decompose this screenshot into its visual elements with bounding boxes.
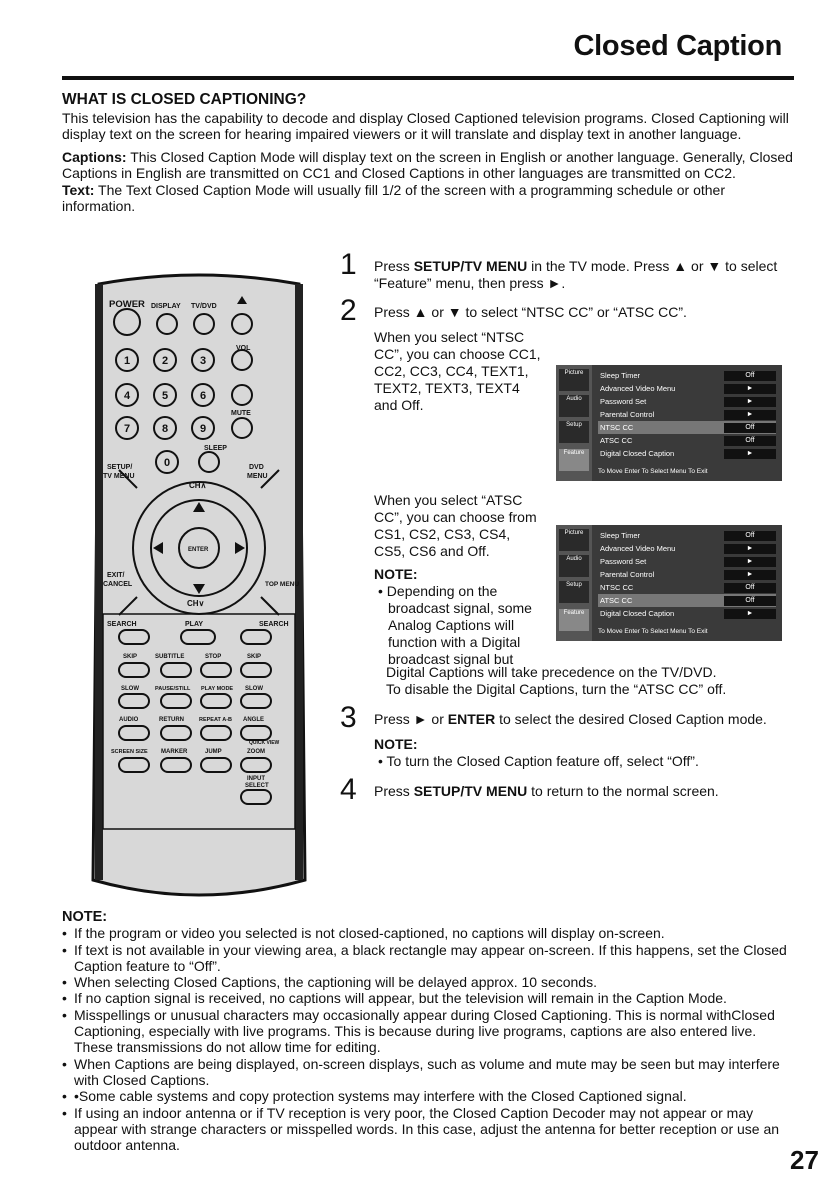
step-2-text: Press ▲ or ▼ to select “NTSC CC” or “ATSC CC”. — [374, 304, 687, 320]
captions-label: Captions: — [62, 148, 127, 165]
remote-tvmenu-label: TV MENU — [103, 473, 135, 480]
step-3-text — [374, 711, 794, 728]
remote-power-label: POWER — [109, 299, 145, 310]
step-4-key: SETUP/TV MENU — [413, 783, 528, 799]
remote-skip-label-r: SKIP — [247, 654, 262, 660]
step-3-number: 3 — [340, 701, 357, 734]
text-text: The Text Closed Caption Mode will usually fill 1/2 of the screen with a programming schedule or other information. — [62, 181, 726, 214]
remote-exit-label: EXIT/ — [107, 572, 125, 579]
menu-row-label: NTSC CC — [600, 423, 634, 432]
note-item: • When Captions are being displayed, on-screen displays, such as volume and mute may be seen but may interfere with Closed Captions. — [62, 1056, 792, 1089]
remote-select-label: SELECT — [245, 783, 269, 789]
menu-row-label: Advanced Video Menu — [600, 384, 676, 393]
menu-tab-audio: Audio — [559, 395, 589, 417]
menu-row-value: Off — [724, 531, 776, 541]
menu-row-selected — [598, 421, 776, 434]
note-item: • If using an indoor antenna or if TV reception is very poor, the Closed Caption Decoder may not appear or may appear with strange characters or misspelled words. In this case, adjust the antenna for better reception or use an outdoor antenna. — [62, 1105, 792, 1154]
remote-jump-label: JUMP — [205, 749, 222, 755]
step-1-text — [374, 258, 794, 292]
remote-digit-9: 9 — [199, 423, 207, 435]
menu-tab-audio: Audio — [559, 555, 589, 577]
menu-row-value: ► — [724, 544, 776, 554]
remote-quickview-label: QUICK VIEW — [249, 740, 280, 746]
menu-row-value: ► — [724, 397, 776, 407]
menu-tab-setup: Setup — [559, 581, 589, 603]
remote-digit-0: 0 — [163, 457, 171, 469]
menu-tab-feature: Feature — [559, 449, 589, 471]
remote-topmenu-label: TOP MENU — [265, 581, 300, 588]
step-3-key: ENTER — [447, 711, 496, 727]
remote-slow-label-r: SLOW — [245, 686, 263, 692]
text-paragraph — [62, 182, 802, 215]
remote-search-label-l: SEARCH — [107, 621, 137, 628]
menu-row — [598, 395, 776, 408]
step-2-note-b: Digital Captions will take precedence on the TV/DVD. — [386, 664, 717, 680]
remote-digit-7: 7 — [123, 423, 131, 435]
ntsc-cc-description: When you select “NTSC CC”, you can choose CC1, CC2, CC3, CC4, TEXT1, TEXT2, TEXT3, TEXT4 and Off. — [374, 329, 541, 413]
menu-row — [598, 369, 776, 382]
menu-row-label: Password Set — [600, 557, 647, 566]
menu-footer: To Move Enter To Select Menu To Exit — [598, 628, 708, 635]
menu-row — [598, 607, 776, 620]
remote-stop-label: STOP — [205, 654, 222, 660]
step-2-note-heading: NOTE: — [374, 566, 418, 582]
step-4-text-a: Press — [374, 783, 414, 799]
menu-row-label: NTSC CC — [600, 583, 634, 592]
step-1-text-c: in the TV mode. Press ▲ or ▼ to select “Feature” menu, then press ►. — [374, 258, 778, 291]
menu-row — [598, 581, 776, 594]
remote-cancel-label: CANCEL — [103, 581, 133, 588]
notes-list — [62, 925, 792, 1153]
remote-dvd-label: DVD — [249, 464, 264, 471]
menu-row-value: ► — [724, 410, 776, 420]
menu-sidebar — [556, 365, 592, 481]
menu-row-label: Parental Control — [600, 570, 655, 579]
remote-playmode-label: PLAY MODE — [201, 686, 234, 692]
menu-row-label: Advanced Video Menu — [600, 544, 676, 553]
menu-row-label: Digital Closed Caption — [600, 449, 675, 458]
menu-footer: To Move Enter To Select Menu To Exit — [598, 468, 708, 475]
remote-digit-1: 1 — [123, 355, 131, 367]
remote-digit-6: 6 — [199, 390, 207, 402]
step-3-note-heading: NOTE: — [374, 736, 418, 752]
menu-row-value: ► — [724, 557, 776, 567]
remote-marker-label: MARKER — [161, 749, 188, 755]
remote-audio-label: AUDIO — [119, 717, 139, 723]
remote-digit-5: 5 — [161, 390, 169, 402]
captions-text: This Closed Caption Mode will display text on the screen in English or another language. Generally, Closed Captions in English are transmitted on CC1 and Closed Captions in other languages are transmitted on CC2. — [62, 148, 793, 181]
note-item: • •Some cable systems and copy protection systems may interfere with the Closed Captioned signal. — [62, 1088, 792, 1104]
menu-row-label: Password Set — [600, 397, 647, 406]
menu-row-value: ► — [724, 570, 776, 580]
menu-row — [598, 382, 776, 395]
remote-ch-down-label: CH∨ — [187, 599, 205, 608]
atsc-cc-text: When you select “ATSC CC”, you can choose from CS1, CS2, CS3, CS4, CS5, CS6 and Off. — [374, 492, 537, 559]
menu-row-label: Digital Closed Caption — [600, 609, 675, 618]
menu-row-value: Off — [724, 371, 776, 381]
step-4-text — [374, 783, 794, 800]
note-item: • If text is not available in your viewing area, a black rectangle may appear on-screen. If this happens, set the Closed Caption feature to “Off”. — [62, 942, 792, 975]
tv-menu-ntsc-highlight — [556, 365, 782, 481]
remote-search-label-r: SEARCH — [259, 621, 289, 628]
remote-vol-label: VOL — [236, 345, 251, 352]
step-4-text-c: to return to the normal screen. — [527, 783, 719, 799]
remote-repeat-label: REPEAT A-B — [199, 717, 232, 723]
menu-row-value: Off — [724, 596, 776, 606]
remote-angle-label: ANGLE — [243, 717, 264, 723]
remote-play-label: PLAY — [185, 621, 204, 628]
menu-row-label: Sleep Timer — [600, 371, 641, 380]
remote-screensize-label: SCREEN SIZE — [111, 749, 148, 755]
title-rule — [62, 76, 794, 80]
remote-digit-2: 2 — [161, 355, 169, 367]
note-item: • Misspellings or unusual characters may occasionally appear during Closed Captioning. This is normal withClosed Captioning, especially with live programs. This is because during live programs, captions are also entered live. These transmissions do not allow time for editing. — [62, 1007, 792, 1056]
menu-row-value: ► — [724, 609, 776, 619]
menu-row — [598, 408, 776, 421]
step-1-text-a: Press — [374, 258, 414, 274]
tv-menu-atsc-highlight — [556, 525, 782, 641]
menu-row — [598, 529, 776, 542]
notes-section — [62, 909, 792, 1153]
intro-heading: WHAT IS CLOSED CAPTIONING? — [62, 91, 307, 108]
note-item: • When selecting Closed Captions, the captioning will be delayed approx. 10 seconds. — [62, 974, 792, 990]
menu-tab-picture: Picture — [559, 369, 589, 391]
step-3-text-a: Press ► or — [374, 711, 448, 727]
step-4-number: 4 — [340, 773, 357, 806]
menu-row — [598, 555, 776, 568]
remote-digit-3: 3 — [199, 355, 207, 367]
note-item: • If the program or video you selected is not closed-captioned, no captions will display on-screen. — [62, 925, 792, 941]
menu-row-label: ATSC CC — [600, 596, 633, 605]
remote-subtitle-label: SUBTITLE — [155, 654, 185, 660]
remote-slow-label-l: SLOW — [121, 686, 139, 692]
remote-pause-label: PAUSE/STILL — [155, 686, 191, 692]
menu-row-label: ATSC CC — [600, 436, 633, 445]
remote-display-label: DISPLAY — [151, 303, 181, 310]
menu-row-value: Off — [724, 436, 776, 446]
remote-menu-label: MENU — [247, 473, 268, 480]
step-2-number: 2 — [340, 294, 357, 327]
remote-enter-label: ENTER — [188, 547, 209, 553]
remote-digit-4: 4 — [123, 390, 131, 402]
menu-row — [598, 447, 776, 460]
remote-digit-8: 8 — [161, 423, 169, 435]
remote-ch-up-label: CH∧ — [189, 481, 207, 490]
remote-control-illustration — [89, 270, 309, 902]
step-1-number: 1 — [340, 248, 357, 281]
captions-paragraph — [62, 149, 802, 182]
remote-return-label: RETURN — [159, 717, 184, 723]
atsc-cc-description — [374, 492, 544, 668]
step-3-note — [374, 736, 794, 770]
remote-tvdvd-label: TV/DVD — [191, 303, 217, 310]
step-2-note-continued — [386, 664, 806, 698]
menu-row-value: ► — [724, 449, 776, 459]
menu-tab-feature: Feature — [559, 609, 589, 631]
menu-row-label: Parental Control — [600, 410, 655, 419]
menu-row-value: ► — [724, 384, 776, 394]
menu-row-value: Off — [724, 583, 776, 593]
step-2-note-c: To disable the Digital Captions, turn the “ATSC CC” off. — [386, 681, 727, 697]
intro-section — [62, 92, 802, 221]
step-3-note-text: • To turn the Closed Caption feature off, select “Off”. — [378, 753, 699, 769]
step-3-text-c: to select the desired Closed Caption mode. — [495, 711, 767, 727]
menu-row — [598, 568, 776, 581]
step-2-note-text: • Depending on the broadcast signal, some Analog Captions will function with a Digital broadcast signal but — [378, 583, 532, 667]
page-title: Closed Caption — [573, 30, 782, 62]
menu-row-label: Sleep Timer — [600, 531, 641, 540]
notes-heading: NOTE: — [62, 909, 108, 925]
step-1-key: SETUP/TV MENU — [413, 258, 528, 274]
remote-zoom-label: ZOOM — [247, 749, 265, 755]
intro-paragraph: This television has the capability to decode and display Closed Captioned television programs. Closed Captioning will display text on the screen for hearing impaired viewers or it will translate and display text in another language. — [62, 109, 789, 142]
page-number: 27 — [790, 1145, 819, 1175]
menu-row — [598, 434, 776, 447]
menu-row-selected — [598, 594, 776, 607]
note-item: • If no caption signal is received, no captions will appear, but the television will remain in the Caption Mode. — [62, 990, 792, 1006]
remote-input-label: INPUT — [247, 776, 265, 782]
menu-tab-setup: Setup — [559, 421, 589, 443]
menu-tab-picture: Picture — [559, 529, 589, 551]
remote-mute-label: MUTE — [231, 410, 251, 417]
remote-sleep-label: SLEEP — [204, 445, 227, 452]
remote-skip-label-l: SKIP — [123, 654, 138, 660]
remote-setup-label: SETUP/ — [107, 464, 133, 471]
menu-row-value: Off — [724, 423, 776, 433]
menu-row — [598, 542, 776, 555]
menu-sidebar — [556, 525, 592, 641]
text-label: Text: — [62, 181, 95, 198]
